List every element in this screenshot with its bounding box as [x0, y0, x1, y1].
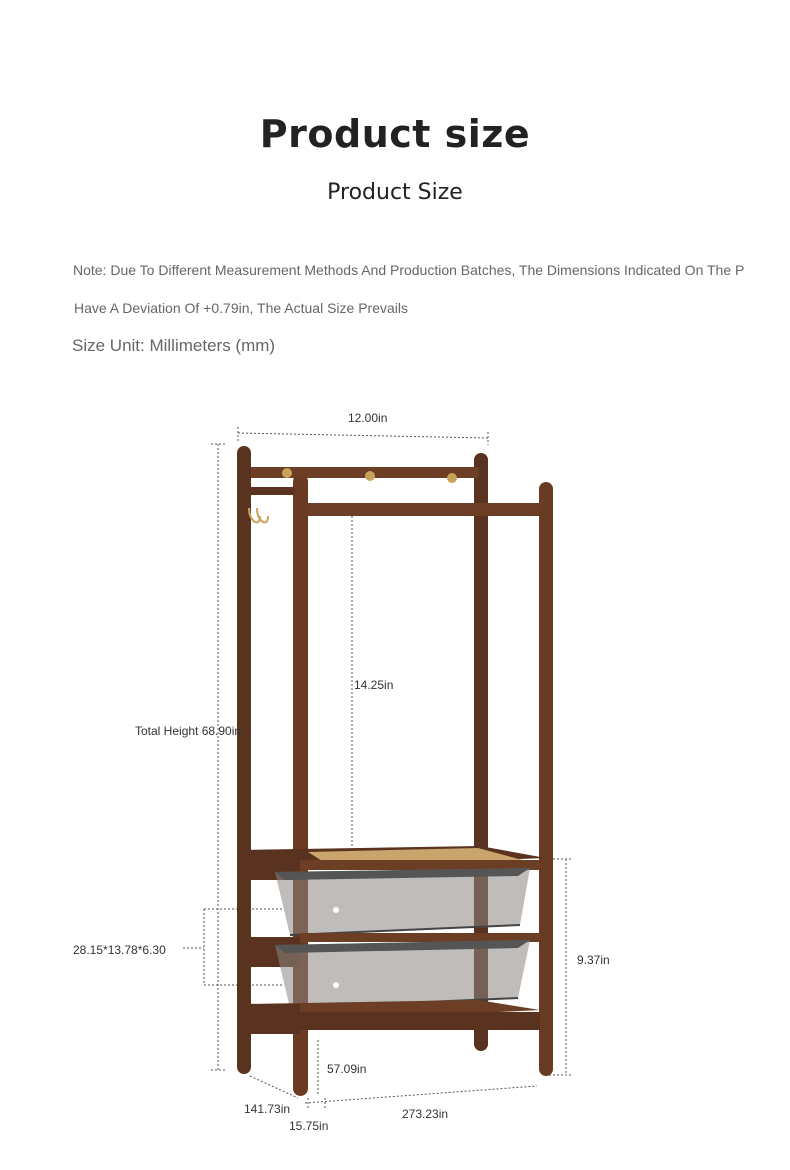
- shelf-height-label: 9.37in: [577, 953, 610, 967]
- leg-offset-label: 57.09in: [327, 1062, 367, 1076]
- page-subtitle: Product Size: [327, 180, 463, 205]
- inner-height-label: 14.25in: [354, 678, 394, 692]
- width-label: 273.23in: [402, 1107, 449, 1121]
- brass-hook-icon: [365, 471, 375, 481]
- basket-size-label: 28.15*13.78*6.30: [73, 943, 166, 957]
- deviation-note: Have A Deviation Of +0.79in, The Actual Size Prevails: [74, 300, 408, 316]
- clothes-rack-illustration: [237, 446, 553, 1096]
- depth-label: 141.73in: [244, 1102, 291, 1116]
- size-unit-label: Size Unit: Millimeters (mm): [72, 336, 276, 355]
- top-width-label: 12.00in: [348, 411, 388, 425]
- brass-hook-icon: [447, 473, 457, 483]
- page-title: Product size: [259, 112, 531, 156]
- measurement-note: Note: Due To Different Measurement Methods And Production Batches, The Dimensions Indicated On The P: [73, 262, 745, 278]
- leg-width-label: 15.75in: [289, 1119, 329, 1133]
- brass-hook-icon: [282, 468, 292, 478]
- total-height-label: Total Height 68.90in: [135, 724, 242, 738]
